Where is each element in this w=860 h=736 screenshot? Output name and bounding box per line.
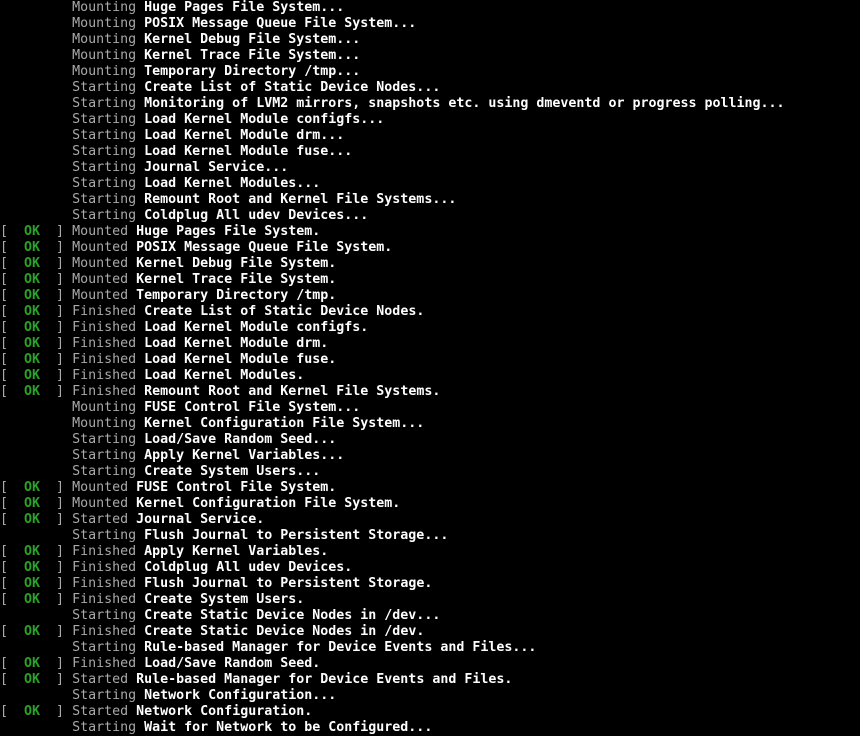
status-bracket-right: ] bbox=[40, 352, 73, 367]
console-line bbox=[0, 208, 860, 224]
unit-description: Load Kernel Module configfs. bbox=[144, 320, 369, 335]
unit-description: Coldplug All udev Devices. bbox=[144, 560, 353, 575]
unit-description: Load/Save Random Seed... bbox=[144, 432, 337, 447]
unit-description: Load Kernel Module drm... bbox=[144, 128, 345, 143]
status-bracket-left: [ bbox=[0, 336, 25, 351]
console-line bbox=[0, 608, 860, 624]
action-verb: Mounting bbox=[72, 416, 145, 431]
action-verb: Finished bbox=[72, 368, 145, 383]
status-bracket-left: [ bbox=[0, 304, 25, 319]
status-bracket-right: ] bbox=[40, 624, 73, 639]
unit-description: Create Static Device Nodes in /dev. bbox=[144, 624, 425, 639]
console-line bbox=[0, 64, 860, 80]
status-indent bbox=[0, 416, 72, 431]
status-ok-badge: OK bbox=[24, 496, 41, 511]
action-verb: Started bbox=[72, 704, 137, 719]
unit-description: Kernel Configuration File System. bbox=[136, 496, 401, 511]
unit-description: Huge Pages File System. bbox=[136, 224, 321, 239]
status-indent bbox=[0, 64, 72, 79]
status-indent bbox=[0, 448, 72, 463]
status-ok-badge: OK bbox=[24, 368, 41, 383]
status-ok-badge: OK bbox=[24, 336, 41, 351]
console-line bbox=[0, 432, 860, 448]
console-line bbox=[0, 48, 860, 64]
unit-description: Create System Users... bbox=[144, 464, 321, 479]
console-line bbox=[0, 0, 860, 16]
action-verb: Finished bbox=[72, 352, 145, 367]
status-bracket-left: [ bbox=[0, 544, 25, 559]
status-ok-badge: OK bbox=[24, 320, 41, 335]
status-bracket-right: ] bbox=[40, 368, 73, 383]
console-line bbox=[0, 32, 860, 48]
console-line bbox=[0, 96, 860, 112]
unit-description: Create System Users. bbox=[144, 592, 305, 607]
console-line bbox=[0, 256, 860, 272]
action-verb: Mounted bbox=[72, 240, 137, 255]
status-bracket-left: [ bbox=[0, 272, 25, 287]
unit-description: Load Kernel Module fuse. bbox=[144, 352, 337, 367]
unit-description: Remount Root and Kernel File Systems... bbox=[144, 192, 457, 207]
action-verb: Finished bbox=[72, 624, 145, 639]
action-verb: Finished bbox=[72, 320, 145, 335]
status-ok-badge: OK bbox=[24, 576, 41, 591]
unit-description: POSIX Message Queue File System. bbox=[136, 240, 393, 255]
status-bracket-right: ] bbox=[40, 256, 73, 271]
status-bracket-left: [ bbox=[0, 352, 25, 367]
status-ok-badge: OK bbox=[24, 544, 41, 559]
status-ok-badge: OK bbox=[24, 304, 41, 319]
action-verb: Mounting bbox=[72, 32, 145, 47]
status-bracket-left: [ bbox=[0, 368, 25, 383]
status-indent bbox=[0, 160, 72, 175]
unit-description: Journal Service. bbox=[136, 512, 265, 527]
action-verb: Starting bbox=[72, 688, 145, 703]
status-ok-badge: OK bbox=[24, 704, 41, 719]
console-line bbox=[0, 160, 860, 176]
status-indent bbox=[0, 80, 72, 95]
console-line bbox=[0, 112, 860, 128]
console-line bbox=[0, 576, 860, 592]
action-verb: Starting bbox=[72, 640, 145, 655]
console-line bbox=[0, 384, 860, 400]
action-verb: Mounted bbox=[72, 288, 137, 303]
status-bracket-right: ] bbox=[40, 560, 73, 575]
unit-description: FUSE Control File System... bbox=[144, 400, 361, 415]
console-line bbox=[0, 544, 860, 560]
status-indent bbox=[0, 720, 72, 735]
console-line bbox=[0, 528, 860, 544]
action-verb: Starting bbox=[72, 80, 145, 95]
action-verb: Mounting bbox=[72, 48, 145, 63]
unit-description: Wait for Network to be Configured... bbox=[144, 720, 433, 735]
console-line bbox=[0, 224, 860, 240]
status-ok-badge: OK bbox=[24, 624, 41, 639]
unit-description: FUSE Control File System. bbox=[136, 480, 337, 495]
unit-description: Load Kernel Modules... bbox=[144, 176, 321, 191]
console-line bbox=[0, 512, 860, 528]
status-bracket-right: ] bbox=[40, 544, 73, 559]
unit-description: Create List of Static Device Nodes... bbox=[144, 80, 441, 95]
unit-description: Huge Pages File System... bbox=[144, 0, 345, 15]
action-verb: Starting bbox=[72, 144, 145, 159]
console-line bbox=[0, 368, 860, 384]
action-verb: Mounting bbox=[72, 0, 145, 15]
status-ok-badge: OK bbox=[24, 592, 41, 607]
status-bracket-left: [ bbox=[0, 592, 25, 607]
action-verb: Finished bbox=[72, 544, 145, 559]
console-line bbox=[0, 624, 860, 640]
console-line bbox=[0, 400, 860, 416]
action-verb: Starting bbox=[72, 112, 145, 127]
action-verb: Finished bbox=[72, 336, 145, 351]
status-ok-badge: OK bbox=[24, 656, 41, 671]
unit-description: Network Configuration... bbox=[144, 688, 337, 703]
action-verb: Starting bbox=[72, 176, 145, 191]
unit-description: Flush Journal to Persistent Storage... bbox=[144, 528, 449, 543]
console-line bbox=[0, 352, 860, 368]
unit-description: Load/Save Random Seed. bbox=[144, 656, 321, 671]
status-bracket-left: [ bbox=[0, 704, 25, 719]
action-verb: Mounted bbox=[72, 496, 137, 511]
action-verb: Starting bbox=[72, 528, 145, 543]
unit-description: Kernel Configuration File System... bbox=[144, 416, 425, 431]
action-verb: Starting bbox=[72, 720, 145, 735]
console-line bbox=[0, 592, 860, 608]
status-bracket-left: [ bbox=[0, 384, 25, 399]
status-indent bbox=[0, 96, 72, 111]
action-verb: Mounted bbox=[72, 256, 137, 271]
console-line bbox=[0, 480, 860, 496]
unit-description: Create List of Static Device Nodes. bbox=[144, 304, 425, 319]
status-indent bbox=[0, 400, 72, 415]
console-line bbox=[0, 272, 860, 288]
status-indent bbox=[0, 16, 72, 31]
action-verb: Starting bbox=[72, 432, 145, 447]
console-line bbox=[0, 464, 860, 480]
status-bracket-right: ] bbox=[40, 272, 73, 287]
status-indent bbox=[0, 112, 72, 127]
status-ok-badge: OK bbox=[24, 512, 41, 527]
console-line bbox=[0, 176, 860, 192]
unit-description: Kernel Debug File System. bbox=[136, 256, 337, 271]
console-line bbox=[0, 688, 860, 704]
unit-description: Temporary Directory /tmp. bbox=[136, 288, 337, 303]
unit-description: Apply Kernel Variables. bbox=[144, 544, 329, 559]
action-verb: Finished bbox=[72, 576, 145, 591]
status-ok-badge: OK bbox=[24, 352, 41, 367]
unit-description: Load Kernel Module drm. bbox=[144, 336, 329, 351]
status-bracket-left: [ bbox=[0, 576, 25, 591]
console-line bbox=[0, 336, 860, 352]
unit-description: Kernel Trace File System. bbox=[136, 272, 337, 287]
action-verb: Finished bbox=[72, 384, 145, 399]
action-verb: Finished bbox=[72, 656, 145, 671]
unit-description: Remount Root and Kernel File Systems. bbox=[144, 384, 441, 399]
status-indent bbox=[0, 32, 72, 47]
status-indent bbox=[0, 192, 72, 207]
action-verb: Starting bbox=[72, 464, 145, 479]
unit-description: Kernel Debug File System... bbox=[144, 32, 361, 47]
status-bracket-right: ] bbox=[40, 480, 73, 495]
status-bracket-right: ] bbox=[40, 672, 73, 687]
status-bracket-left: [ bbox=[0, 560, 25, 575]
status-ok-badge: OK bbox=[24, 384, 41, 399]
status-bracket-left: [ bbox=[0, 240, 25, 255]
unit-description: Apply Kernel Variables... bbox=[144, 448, 345, 463]
console-line bbox=[0, 128, 860, 144]
console-line bbox=[0, 288, 860, 304]
console-line bbox=[0, 320, 860, 336]
status-bracket-left: [ bbox=[0, 224, 25, 239]
action-verb: Mounting bbox=[72, 16, 145, 31]
status-bracket-right: ] bbox=[40, 304, 73, 319]
status-bracket-right: ] bbox=[40, 576, 73, 591]
status-bracket-right: ] bbox=[40, 656, 73, 671]
console-line bbox=[0, 496, 860, 512]
action-verb: Starting bbox=[72, 608, 145, 623]
console-line bbox=[0, 192, 860, 208]
status-indent bbox=[0, 608, 72, 623]
action-verb: Mounting bbox=[72, 400, 145, 415]
action-verb: Starting bbox=[72, 160, 145, 175]
action-verb: Starting bbox=[72, 96, 145, 111]
unit-description: Rule-based Manager for Device Events and Files. bbox=[136, 672, 513, 687]
status-indent bbox=[0, 144, 72, 159]
action-verb: Starting bbox=[72, 448, 145, 463]
status-bracket-left: [ bbox=[0, 496, 25, 511]
unit-description: Journal Service... bbox=[144, 160, 289, 175]
console-line bbox=[0, 656, 860, 672]
status-indent bbox=[0, 48, 72, 63]
status-ok-badge: OK bbox=[24, 480, 41, 495]
console-line bbox=[0, 704, 860, 720]
status-bracket-right: ] bbox=[40, 384, 73, 399]
console-line bbox=[0, 240, 860, 256]
console-line bbox=[0, 416, 860, 432]
status-ok-badge: OK bbox=[24, 256, 41, 271]
unit-description: Monitoring of LVM2 mirrors, snapshots etc. using dmeventd or progress polling... bbox=[144, 96, 785, 111]
console-line bbox=[0, 16, 860, 32]
status-bracket-left: [ bbox=[0, 656, 25, 671]
unit-description: Kernel Trace File System... bbox=[144, 48, 361, 63]
status-bracket-left: [ bbox=[0, 256, 25, 271]
status-indent bbox=[0, 128, 72, 143]
status-bracket-left: [ bbox=[0, 480, 25, 495]
status-bracket-right: ] bbox=[40, 512, 73, 527]
unit-description: Network Configuration. bbox=[136, 704, 313, 719]
console-line bbox=[0, 672, 860, 688]
status-bracket-left: [ bbox=[0, 288, 25, 303]
action-verb: Started bbox=[72, 672, 137, 687]
action-verb: Finished bbox=[72, 560, 145, 575]
status-ok-badge: OK bbox=[24, 672, 41, 687]
status-ok-badge: OK bbox=[24, 272, 41, 287]
console-line bbox=[0, 304, 860, 320]
status-indent bbox=[0, 432, 72, 447]
status-ok-badge: OK bbox=[24, 560, 41, 575]
status-bracket-right: ] bbox=[40, 288, 73, 303]
console-line bbox=[0, 448, 860, 464]
status-indent bbox=[0, 176, 72, 191]
status-bracket-left: [ bbox=[0, 624, 25, 639]
unit-description: Coldplug All udev Devices... bbox=[144, 208, 369, 223]
unit-description: POSIX Message Queue File System... bbox=[144, 16, 417, 31]
status-bracket-right: ] bbox=[40, 336, 73, 351]
unit-description: Flush Journal to Persistent Storage. bbox=[144, 576, 433, 591]
console-line bbox=[0, 720, 860, 736]
unit-description: Load Kernel Modules. bbox=[144, 368, 305, 383]
console-line bbox=[0, 640, 860, 656]
status-bracket-right: ] bbox=[40, 496, 73, 511]
console-line bbox=[0, 80, 860, 96]
status-ok-badge: OK bbox=[24, 224, 41, 239]
status-indent bbox=[0, 528, 72, 543]
action-verb: Mounted bbox=[72, 224, 137, 239]
status-bracket-left: [ bbox=[0, 672, 25, 687]
console-line bbox=[0, 144, 860, 160]
status-bracket-right: ] bbox=[40, 224, 73, 239]
action-verb: Mounted bbox=[72, 272, 137, 287]
status-bracket-left: [ bbox=[0, 512, 25, 527]
console-line bbox=[0, 560, 860, 576]
status-bracket-right: ] bbox=[40, 240, 73, 255]
action-verb: Mounting bbox=[72, 64, 145, 79]
status-indent bbox=[0, 688, 72, 703]
unit-description: Create Static Device Nodes in /dev... bbox=[144, 608, 441, 623]
unit-description: Load Kernel Module configfs... bbox=[144, 112, 385, 127]
unit-description: Temporary Directory /tmp... bbox=[144, 64, 361, 79]
action-verb: Starting bbox=[72, 128, 145, 143]
status-indent bbox=[0, 0, 72, 15]
status-bracket-right: ] bbox=[40, 704, 73, 719]
status-indent bbox=[0, 464, 72, 479]
action-verb: Finished bbox=[72, 304, 145, 319]
action-verb: Started bbox=[72, 512, 137, 527]
action-verb: Starting bbox=[72, 208, 145, 223]
status-bracket-left: [ bbox=[0, 320, 25, 335]
unit-description: Rule-based Manager for Device Events and Files... bbox=[144, 640, 537, 655]
status-bracket-right: ] bbox=[40, 320, 73, 335]
action-verb: Finished bbox=[72, 592, 145, 607]
unit-description: Load Kernel Module fuse... bbox=[144, 144, 353, 159]
action-verb: Starting bbox=[72, 192, 145, 207]
status-ok-badge: OK bbox=[24, 288, 41, 303]
status-indent bbox=[0, 208, 72, 223]
status-bracket-right: ] bbox=[40, 592, 73, 607]
action-verb: Mounted bbox=[72, 480, 137, 495]
status-indent bbox=[0, 640, 72, 655]
status-ok-badge: OK bbox=[24, 240, 41, 255]
